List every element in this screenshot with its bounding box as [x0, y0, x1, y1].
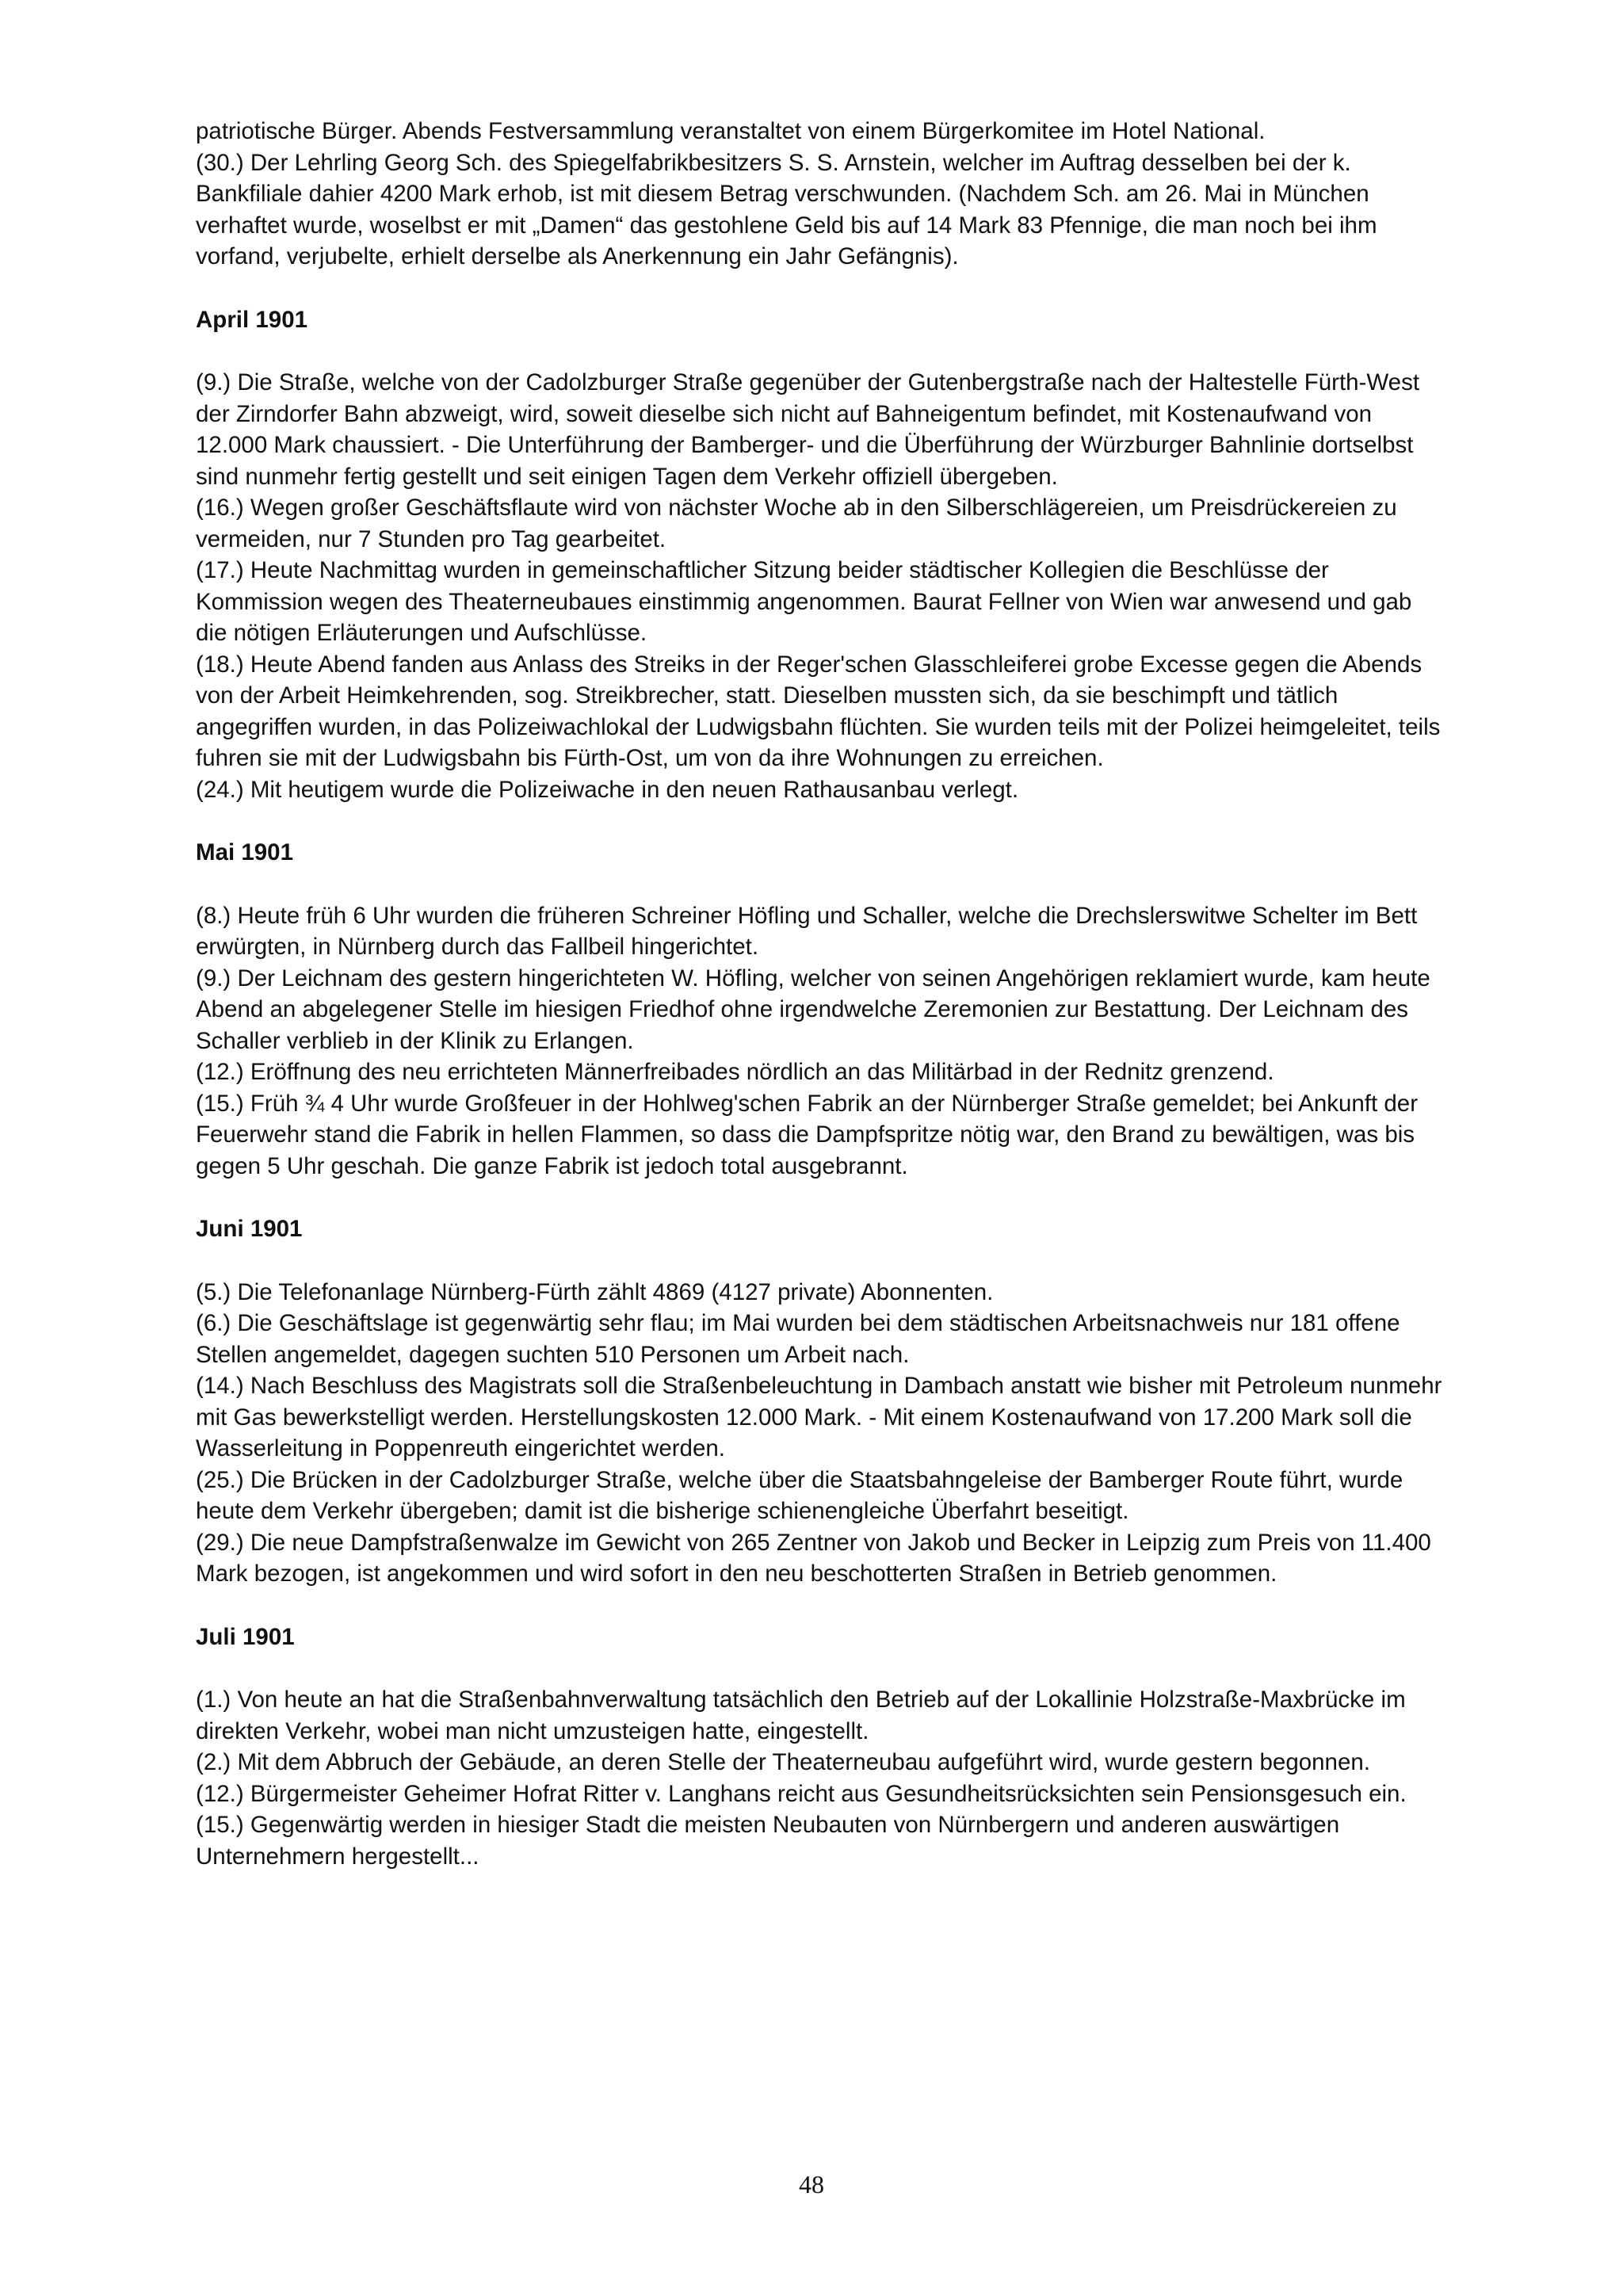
section-heading-april: April 1901 — [196, 306, 308, 333]
intro-block — [196, 116, 1448, 273]
entry-paragraph: (1.) Von heute an hat die Straßenbahnverwaltung tatsächlich den Betrieb auf der Lokallinie Holzstraße-Maxbrücke im direkten Verkehr, wobei man nicht umzusteigen hatte, eingestellt. — [196, 1687, 1406, 1744]
entry-paragraph: (12.) Eröffnung des neu errichteten Männerfreibades nördlich an das Militärbad in der Rednitz grenzend. — [196, 1059, 1274, 1085]
entry-paragraph: (25.) Die Brücken in der Cadolzburger Straße, welche über die Staatsbahngeleise der Bamberger Route führt, wurde heute dem Verkehr übergeben; damit ist die bisherige schienengleiche Überfahrt beseitigt. — [196, 1466, 1403, 1524]
entry-paragraph: (5.) Die Telefonanlage Nürnberg-Fürth zählt 4869 (4127 private) Abonnenten. — [196, 1278, 994, 1305]
entry-paragraph: (8.) Heute früh 6 Uhr wurden die früheren Schreiner Höfling und Schaller, welche die Drechslerswitwe Schelter im Bett erwürgten, in Nürnberg durch das Fallbeil hingerichtet. — [196, 902, 1418, 960]
section-mai-entries — [196, 900, 1448, 1182]
entry-paragraph: (24.) Mit heutigem wurde die Polizeiwache in den neuen Rathausanbau verlegt. — [196, 776, 1019, 803]
section-april-entries — [196, 367, 1448, 805]
entry-paragraph: (14.) Nach Beschluss des Magistrats soll die Straßenbeleuchtung in Dambach anstatt wie bisher mit Petroleum nunmehr mit Gas bewerkstelligt werden. Herstellungskosten 12.000 Mark. - Mit einem Kostenaufwand von 17.200 Mark soll die Wasserleitung in Poppenreuth eingerichtet werden. — [196, 1373, 1442, 1461]
intro-paragraph: (30.) Der Lehrling Georg Sch. des Spiegelfabrikbesitzers S. S. Arnstein, welcher im Auftrag desselben bei der k. Bankfiliale dahier 4200 Mark erhob, ist mit diesem Betrag verschwunden. (Nachdem Sch. am 26. Mai in München verhaftet wurde, woselbst er mit „Damen“ das gestohlene Geld bis auf 14 Mark 83 Pfennige, die man noch bei ihm vorfand, verjubelte, erhielt derselbe als Anerkennung ein Jahr Gefängnis). — [196, 149, 1377, 269]
section-juni-entries — [196, 1277, 1448, 1590]
entry-paragraph: (12.) Bürgermeister Geheimer Hofrat Ritter v. Langhans reicht aus Gesundheitsrücksichten sein Pensionsgesuch ein. — [196, 1780, 1407, 1807]
entry-paragraph: (16.) Wegen großer Geschäftsflaute wird von nächster Woche ab in den Silberschlägereien, um Preisdrückereien zu vermeiden, nur 7 Stunden pro Tag gearbeitet. — [196, 495, 1397, 552]
section-juli-entries — [196, 1684, 1448, 1872]
intro-paragraph: patriotische Bürger. Abends Festversammlung veranstaltet von einem Bürgerkomitee im Hotel National. — [196, 118, 1266, 144]
entry-paragraph: (29.) Die neue Dampfstraßenwalze im Gewicht von 265 Zentner von Jakob und Becker in Leipzig zum Preis von 11.400 Mark bezogen, ist angekommen und wird sofort in den neu beschotterten Straßen in Betrieb genommen. — [196, 1529, 1431, 1587]
entry-paragraph: (18.) Heute Abend fanden aus Anlass des Streiks in der Reger'schen Glasschleiferei grobe Excesse gegen die Abends von der Arbeit Heimkehrenden, sog. Streikbrecher, statt. Dieselben mussten sich, da sie beschimpft und tätlich angegriffen wurden, in das Polizeiwachlokal der Ludwigsbahn flüchten. Sie wurden teils mit der Polizei heimgeleitet, teils fuhren sie mit der Ludwigsbahn bis Fürth-Ost, um von da ihre Wohnungen zu erreichen. — [196, 651, 1441, 771]
entry-paragraph: (9.) Der Leichnam des gestern hingerichteten W. Höfling, welcher von seinen Angehörigen reklamiert wurde, kam heute Abend an abgelegener Stelle im hiesigen Friedhof ohne irgendwelche Zeremonien zur Bestattung. Der Leichnam des Schaller verblieb in der Klinik zu Erlangen. — [196, 965, 1430, 1054]
section-heading-juni: Juni 1901 — [196, 1216, 303, 1242]
entry-paragraph: (17.) Heute Nachmittag wurden in gemeinschaftlicher Sitzung beider städtischer Kollegien die Beschlüsse der Kommission wegen des Theaterneubaues einstimmig angenommen. Baurat Fellner von Wien war anwesend und gab die nötigen Erläuterungen und Aufschlüsse. — [196, 557, 1412, 646]
document-page — [196, 116, 1448, 1872]
page-number: 48 — [799, 2170, 824, 2199]
section-heading-mai: Mai 1901 — [196, 839, 293, 865]
entry-paragraph: (6.) Die Geschäftslage ist gegenwärtig sehr flau; im Mai wurden bei dem städtischen Arbeitsnachweis nur 181 offene Stellen angemeldet, dagegen suchten 510 Personen um Arbeit nach. — [196, 1310, 1400, 1368]
entry-paragraph: (15.) Gegenwärtig werden in hiesiger Stadt die meisten Neubauten von Nürnbergern und anderen auswärtigen Unternehmern hergestellt... — [196, 1812, 1340, 1870]
section-heading-juli: Juli 1901 — [196, 1623, 295, 1650]
entry-paragraph: (15.) Früh ¾ 4 Uhr wurde Großfeuer in der Hohlweg'schen Fabrik an der Nürnberger Straße gemeldet; bei Ankunft der Feuerwehr stand die Fabrik in hellen Flammen, so dass die Dampfspritze nötig war, den Brand zu bewältigen, was bis gegen 5 Uhr geschah. Die ganze Fabrik ist jedoch total ausgebrannt. — [196, 1090, 1419, 1179]
entry-paragraph: (2.) Mit dem Abbruch der Gebäude, an deren Stelle der Theaterneubau aufgeführt wird, wurde gestern begonnen. — [196, 1749, 1370, 1775]
entry-paragraph: (9.) Die Straße, welche von der Cadolzburger Straße gegenüber der Gutenbergstraße nach der Haltestelle Fürth-West der Zirndorfer Bahn abzweigt, wird, soweit dieselbe sich nicht auf Bahneigentum befindet, mit Kostenaufwand von 12.000 Mark chaussiert. - Die Unterführung der Bamberger- und die Überführung der Würzburger Bahnlinie dortselbst sind nunmehr fertig gestellt und seit einigen Tagen dem Verkehr offiziell übergeben. — [196, 369, 1420, 490]
